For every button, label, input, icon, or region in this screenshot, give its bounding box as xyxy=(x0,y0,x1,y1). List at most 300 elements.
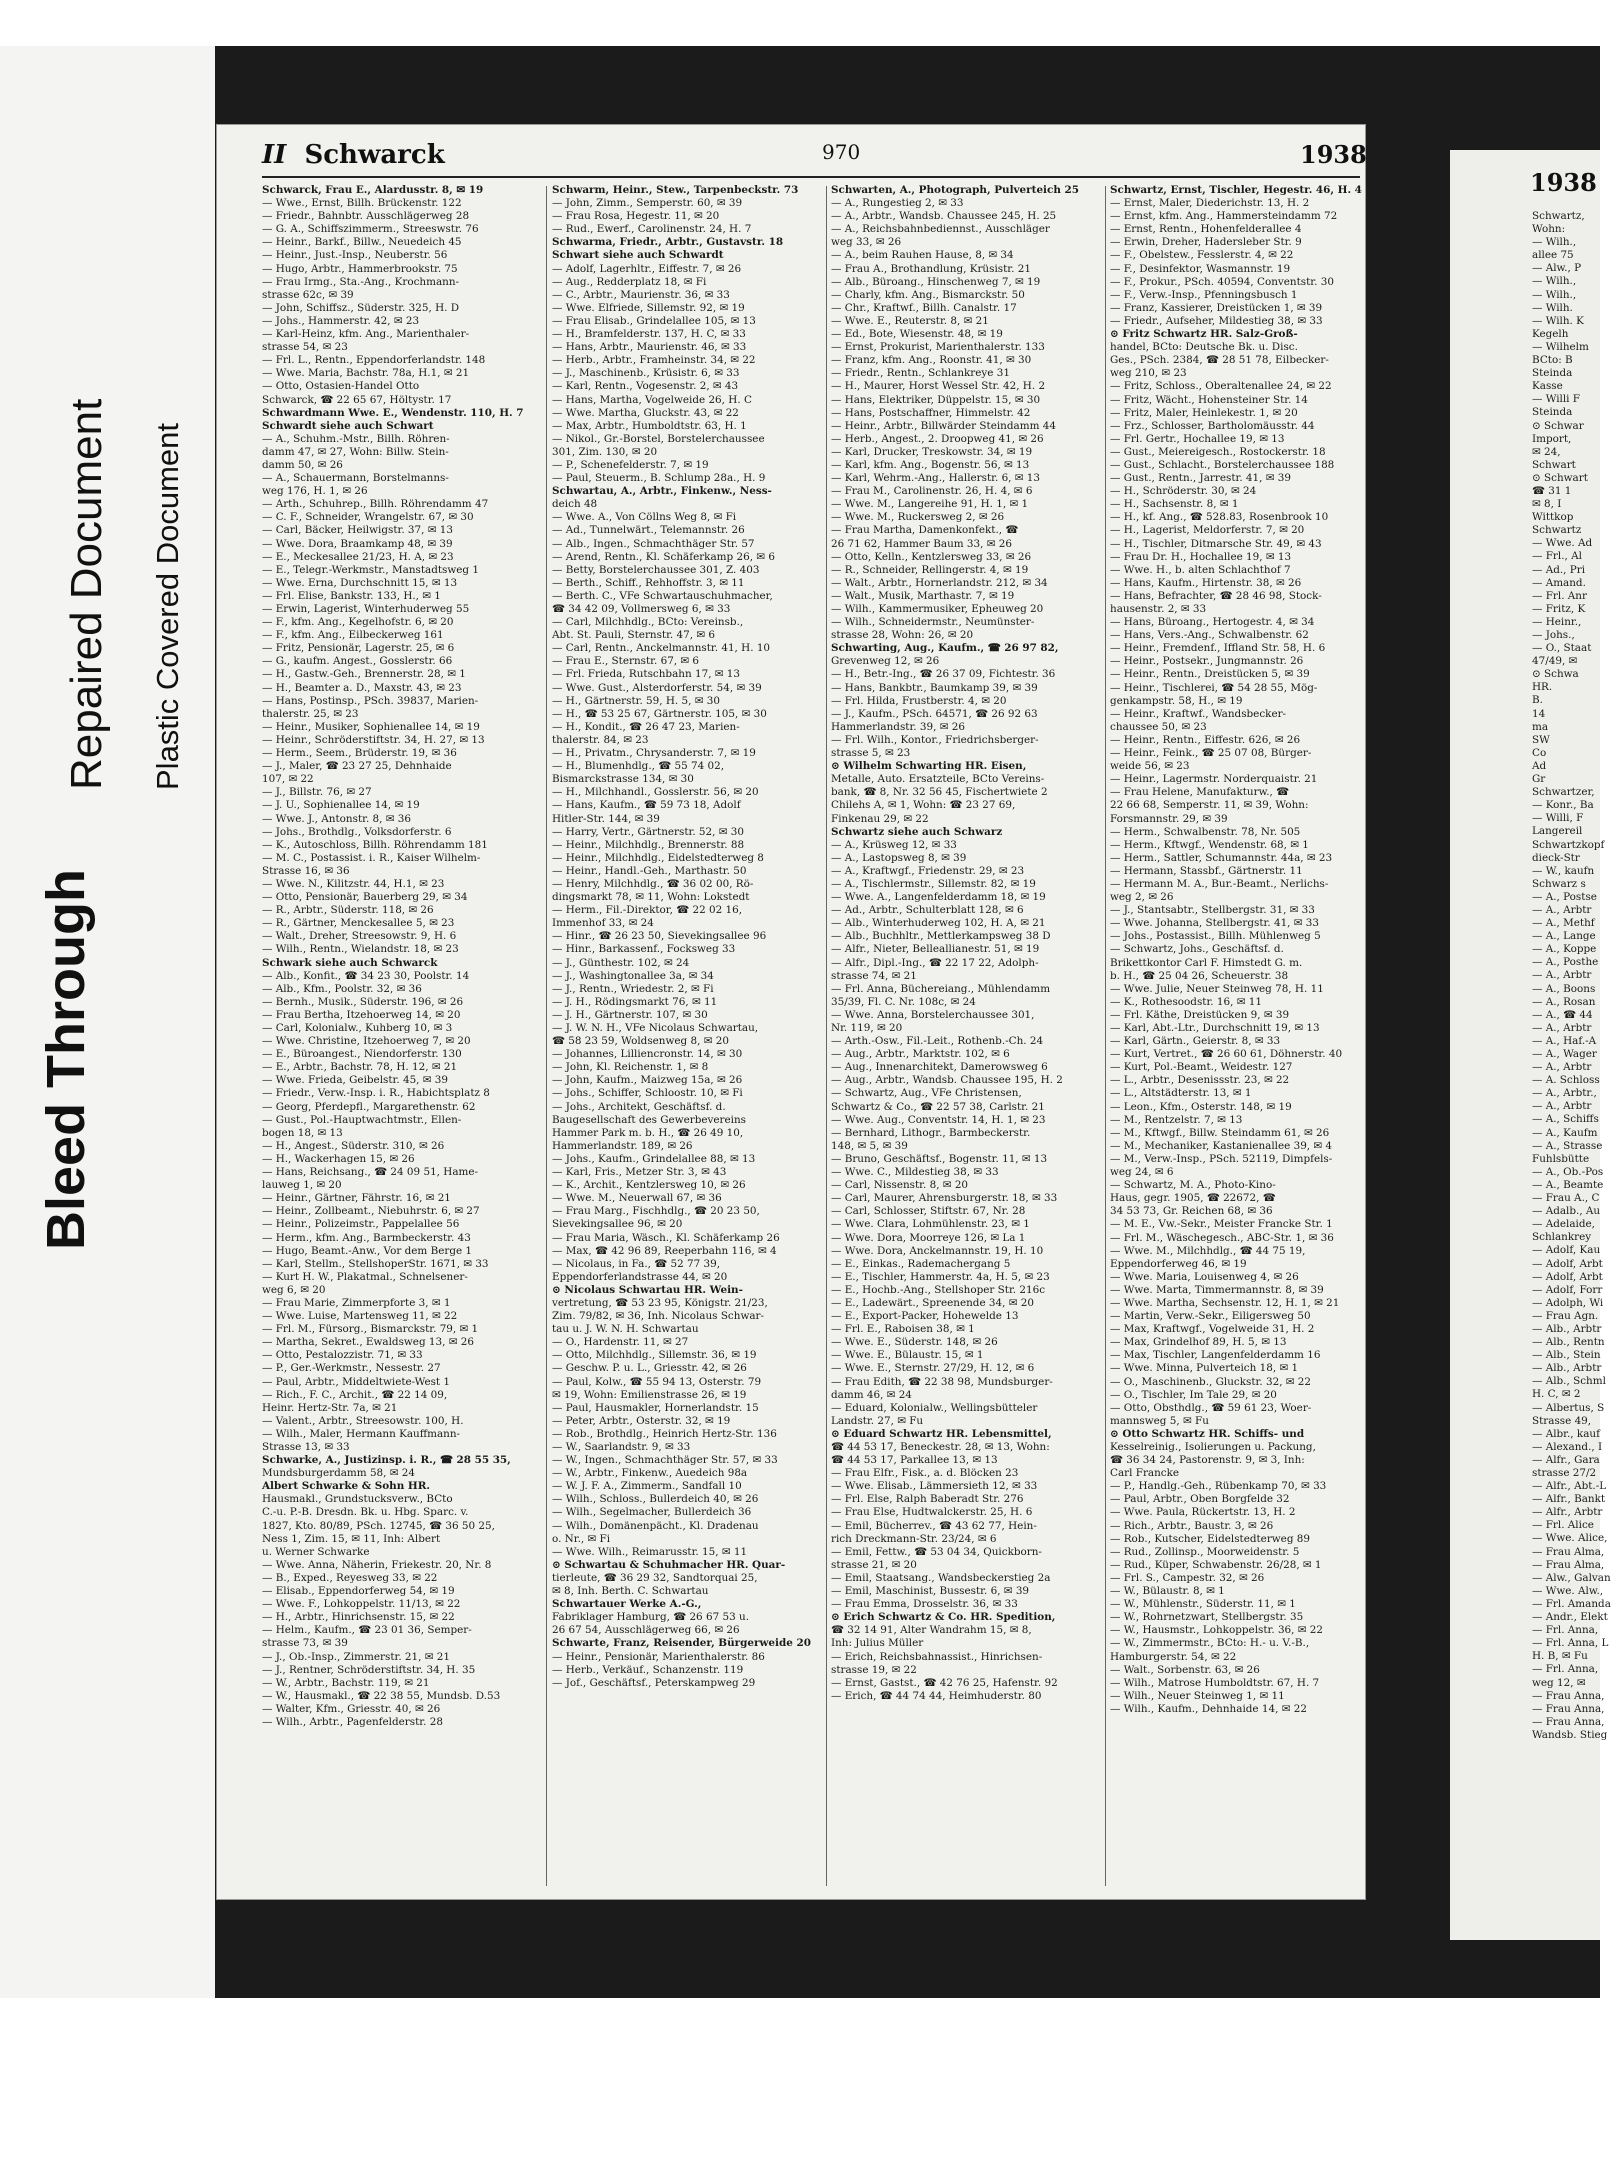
scan-top-margin xyxy=(0,0,1600,46)
directory-entry-line: — Wwe. Luise, Martensweg 11, ✉ 22 xyxy=(262,1310,458,1323)
directory-entry-line: Eppendorferlandstrasse 44, ✉ 20 xyxy=(552,1270,728,1283)
directory-entry-line: — Karl, Rentn., Vogesenstr. 2, ✉ 43 xyxy=(552,380,739,393)
directory-entry-line: — Kurt H. W., Plakatmal., Schnelsener- xyxy=(262,1270,468,1283)
directory-entry-line: — H., Angest., Süderstr. 310, ✉ 26 xyxy=(262,1139,445,1152)
directory-entry-line: — Walt., Musik, Marthastr. 7, ✉ 19 xyxy=(831,589,1015,602)
directory-entry-line: — Rob., Kutscher, Eidelstedterweg 89 xyxy=(1110,1532,1311,1545)
next-page-line: — Adelaide, xyxy=(1532,1218,1595,1231)
directory-entry-line: — R., Schneider, Rellingerstr. 4, ✉ 19 xyxy=(831,563,1029,576)
directory-entry-line: — Emil, Fettw., ☎ 53 04 34, Quickborn- xyxy=(831,1545,1042,1558)
directory-entry-line: — A., Krüsweg 12, ✉ 33 xyxy=(831,838,957,851)
directory-entry-line: — H., Sachsenstr. 8, ✉ 1 xyxy=(1110,498,1239,511)
directory-entry-line: — Arth., Schuhrep., Billh. Röhrendamm 47 xyxy=(262,498,489,511)
directory-entry-line: — Heinr., Tischlerei, ☎ 54 28 55, Mög- xyxy=(1110,681,1318,694)
directory-entry-line: — J., Stantsabtr., Stellbergstr. 31, ✉ 33 xyxy=(1110,904,1315,917)
directory-entry-line: — Ad., Arbtr., Schulterblatt 128, ✉ 6 xyxy=(831,904,1024,917)
directory-entry-line: o. Nr., ✉ Fi xyxy=(552,1532,611,1545)
directory-entry-line: — Wwe. Dora, Moorreye 126, ✉ La 1 xyxy=(831,1231,1026,1244)
next-page-line: — Alb., Stein xyxy=(1532,1349,1601,1362)
directory-entry-line: — H., Gärtnerstr. 59, H. 5, ✉ 30 xyxy=(552,694,720,707)
directory-entry-line: — Wwe. Anna, Näherin, Friekestr. 20, Nr. 8 xyxy=(262,1558,492,1571)
directory-entry-line: — Alb., Buchhltr., Mettlerkampsweg 38 D xyxy=(831,930,1051,943)
directory-entry-line: — A., Schuhm.-Mstr., Billh. Röhren- xyxy=(262,432,450,445)
directory-entry-line: — Wwe. Anna, Borstelerchaussee 301, xyxy=(831,1008,1035,1021)
directory-entry-line: — John, Zimm., Semperstr. 60, ✉ 39 xyxy=(552,197,743,210)
directory-entry-line: — E., Arbtr., Bachstr. 78, H. 12, ✉ 21 xyxy=(262,1061,458,1074)
directory-entry-line: — Emil, Maschinist, Bussestr. 6, ✉ 39 xyxy=(831,1585,1030,1598)
directory-entry-line: — Max, Kraftwgf., Vogelweide 31, H. 2 xyxy=(1110,1323,1315,1336)
directory-entry-line: strasse 19, ✉ 22 xyxy=(831,1663,917,1676)
directory-entry-line: — Herm., kfm. Ang., Barmbeckerstr. 43 xyxy=(262,1231,471,1244)
directory-entry-line: — W., Saarlandstr. 9, ✉ 33 xyxy=(552,1441,691,1453)
directory-entry-line: — Franz, kfm. Ang., Roonstr. 41, ✉ 30 xyxy=(831,354,1032,367)
next-page-line: — A., Lange xyxy=(1532,930,1596,943)
directory-entry-line: bogen 18, ✉ 13 xyxy=(262,1126,343,1139)
directory-entry-line: — Heinr., Feink., ☎ 25 07 08, Bürger- xyxy=(1110,747,1312,760)
next-page-line: — A., Ob.-Pos xyxy=(1532,1165,1604,1178)
next-page-line: — Adolf, Forr xyxy=(1532,1283,1603,1296)
next-page-line: ⊙ Schwar xyxy=(1532,419,1584,432)
directory-entry-line: weg 210, ✉ 23 xyxy=(1110,367,1187,380)
directory-entry-line: — W., Arbtr., Bachstr. 119, ✉ 21 xyxy=(262,1676,430,1689)
column-divider xyxy=(546,186,547,1886)
directory-entry-line: — K., Archit., Kentzlersweg 10, ✉ 26 xyxy=(552,1179,746,1192)
directory-entry-line: — John, Kaufm., Maizweg 15a, ✉ 26 xyxy=(552,1074,743,1087)
next-page-line: — Wwe. Ad xyxy=(1532,537,1593,550)
directory-entry-line: — M., Kftwgf., Billw. Steindamm 61, ✉ 26 xyxy=(1110,1126,1330,1139)
directory-entry-line: — E., Ladewärt., Spreenende 34, ✉ 20 xyxy=(831,1296,1034,1309)
directory-entry-line: — G. A., Schiffszimmerm., Streeswstr. 76 xyxy=(262,223,479,236)
directory-entry-line: — Gust., Rentn., Jarrestr. 41, ✉ 39 xyxy=(1110,472,1291,485)
next-page-line: — Fritz, K xyxy=(1532,602,1586,615)
directory-entry-line: Inh: Julius Müller xyxy=(831,1637,924,1650)
directory-entry-line: — Paul, Hausmakler, Hornerlandstr. 15 xyxy=(552,1401,759,1414)
directory-entry-line: — Hans, Martha, Vogelweide 26, H. C xyxy=(552,393,752,406)
directory-entry-line: — Heinr., Postsekr., Jungmannstr. 26 xyxy=(1110,655,1304,668)
directory-entry-line: — O., Maschinenb., Gluckstr. 32, ✉ 22 xyxy=(1110,1375,1312,1388)
directory-entry-line: — H., Beamter a. D., Maxstr. 43, ✉ 23 xyxy=(262,681,462,694)
directory-entry-line: — C., Arbtr., Maurienstr. 36, ✉ 33 xyxy=(552,288,730,301)
directory-entry-line: — Hans, Befrachter, ☎ 28 46 98, Stock- xyxy=(1110,589,1322,602)
directory-entry-line: — M. E., Vw.-Sekr., Meister Francke Str. 1 xyxy=(1110,1218,1333,1231)
directory-entry-line: — A., Reichsbahnbediennst., Ausschläger xyxy=(831,223,1050,236)
directory-entry-line: — Paul, Steuerm., B. Schlump 28a., H. 9 xyxy=(552,472,766,485)
directory-entry-line: — F., Verw.-Insp., Pfenningsbusch 1 xyxy=(1110,288,1298,301)
plastic-covered-stamp: Plastic Covered Document xyxy=(150,423,185,790)
directory-entry-line: Immenhof 33, ✉ 24 xyxy=(552,917,654,930)
next-page-line: Wittkop xyxy=(1532,511,1574,524)
directory-entry-line: — Erwin, Lagerist, Winterhuderweg 55 xyxy=(262,603,470,615)
directory-entry-line: Abt. St. Pauli, Sternstr. 47, ✉ 6 xyxy=(552,629,715,642)
directory-entry-line: weg 2, ✉ 26 xyxy=(1110,891,1174,904)
next-page-line: — Alfr., Abt.-L xyxy=(1532,1480,1607,1493)
directory-entry-line: — Frl. E., Raboisen 38, ✉ 1 xyxy=(831,1323,975,1336)
directory-entry-line: mannsweg 5, ✉ Fu xyxy=(1110,1414,1209,1427)
directory-entry-line: — K., Rothesoodstr. 16, ✉ 11 xyxy=(1110,995,1262,1008)
next-page-line: — Alb., Schml xyxy=(1532,1375,1606,1388)
directory-entry-line: 1827, Kto. 80/89, PSch. 12745, ☎ 36 50 25, xyxy=(262,1519,495,1532)
directory-entry-line: — Rud., Küper, Schwabenstr. 26/28, ✉ 1 xyxy=(1110,1558,1322,1571)
directory-entry-line: — Johs., Schiffer, Schloostr. 10, ✉ Fi xyxy=(552,1087,743,1100)
directory-entry-line: — J., Billstr. 76, ✉ 27 xyxy=(262,786,372,799)
directory-entry-line: — Frau Dr. H., Hochallee 19, ✉ 13 xyxy=(1110,550,1292,563)
directory-entry-line: — Wwe. Paula, Rückertstr. 13, H. 2 xyxy=(1110,1506,1296,1519)
directory-entry-line: — Wwe. Maria, Bachstr. 78a, H.1, ✉ 21 xyxy=(262,367,470,380)
section-numeral: II xyxy=(262,140,287,170)
directory-entry-line: — Johannes, Lilliencronstr. 14, ✉ 30 xyxy=(552,1048,743,1061)
directory-entry-line: — Emil, Staatsang., Wandsbeckerstieg 2a xyxy=(831,1571,1051,1584)
entries-column-1 xyxy=(262,184,540,1884)
directory-entry-line: — Hans, Arbtr., Maurienstr. 46, ✉ 33 xyxy=(552,341,747,354)
directory-entry-line: Hammerlandstr. 39, ✉ 26 xyxy=(831,720,965,733)
next-page-line: — Andr., Elekt xyxy=(1532,1611,1608,1624)
directory-entry-line: Schwartau, A., Arbtr., Finkenw., Ness- xyxy=(552,485,772,498)
directory-entry-line: 34 53 73, Gr. Reichen 68, ✉ 36 xyxy=(1110,1205,1273,1218)
directory-entry-line: — Heinr., Milchhdlg., Brennerstr. 88 xyxy=(552,838,745,851)
directory-entry-line: strasse 73, ✉ 39 xyxy=(262,1637,348,1650)
directory-entry-line: — Frau Elfr., Fisk., a. d. Blöcken 23 xyxy=(831,1467,1019,1480)
directory-entry-line: Haus, gegr. 1905, ☎ 22672, ☎ xyxy=(1110,1192,1276,1205)
next-page-line: B. xyxy=(1532,694,1543,707)
next-page-line: Schwart xyxy=(1532,458,1576,471)
directory-entry-line: — Bruno, Geschäftsf., Bogenstr. 11, ✉ 13 xyxy=(831,1152,1048,1165)
directory-entry-line: — H., Milchhandl., Gosslerstr. 56, ✉ 20 xyxy=(552,786,759,799)
directory-entry-line: — Wwe. M., Langereihe 91, H. 1, ✉ 1 xyxy=(831,498,1029,511)
year-label: 1938 xyxy=(1300,140,1367,169)
directory-entry-line: ☎ 34 42 09, Vollmersweg 6, ✉ 33 xyxy=(552,603,731,615)
directory-entry-line: Schwarting, Aug., Kaufm., ☎ 26 97 82, xyxy=(831,642,1059,655)
directory-entry-line: — Frau Edith, ☎ 22 38 98, Mundsburger- xyxy=(831,1375,1053,1388)
directory-entry-line: — W., Hausmakl., ☎ 22 38 55, Mundsb. D.53 xyxy=(262,1689,501,1702)
directory-entry-line: — H., Arbtr., Hinrichsenstr. 15, ✉ 22 xyxy=(262,1611,455,1624)
next-page-line: — Frl. Anna, xyxy=(1532,1624,1599,1637)
directory-entry-line: — R., Arbtr., Süderstr. 118, ✉ 26 xyxy=(262,904,434,917)
directory-entry-line: — Walt., Dreher, Streesowstr. 9, H. 6 xyxy=(262,930,457,943)
entries-column-3 xyxy=(831,184,1103,1884)
bleed-through-stamp: Bleed Through xyxy=(36,869,96,1250)
directory-entry-line: Schwardmann Wwe. E., Wendenstr. 110, H. 7 xyxy=(262,406,524,419)
directory-entry-line: ☎ 32 14 91, Alter Wandrahm 15, ✉ 8, xyxy=(831,1624,1032,1637)
directory-entry-line: Fabriklager Hamburg, ☎ 26 67 53 u. xyxy=(552,1611,750,1624)
directory-entry-line: — Heinr., Kraftwf., Wandsbecker- xyxy=(1110,707,1287,720)
next-page-line: — A., Rosan xyxy=(1532,995,1596,1008)
next-page-line: — Konr., Ba xyxy=(1532,799,1594,812)
directory-entry-line: — Rud., Ewerf., Carolinenstr. 24, H. 7 xyxy=(552,223,752,236)
next-page-line: Kegelh xyxy=(1532,327,1569,340)
directory-entry-line: — Johs., Brothdlg., Volksdorferstr. 6 xyxy=(262,825,452,838)
directory-entry-line: — Wilh., Kaufm., Dehnhaide 14, ✉ 22 xyxy=(1110,1702,1307,1715)
directory-entry-line: Mundsburgerdamm 58, ✉ 24 xyxy=(262,1467,415,1480)
directory-entry-line: — Fritz, Wächt., Hohensteiner Str. 14 xyxy=(1110,393,1308,406)
directory-entry-line: — Wwe. Erna, Durchschnitt 15, ✉ 13 xyxy=(262,576,458,589)
directory-entry-line: — Ernst, Maler, Diederichstr. 13, H. 2 xyxy=(1110,197,1310,210)
directory-entry-line: — Fritz, Schloss., Oberaltenallee 24, ✉ 22 xyxy=(1110,380,1332,393)
directory-entry-line: ✉ 19, Wohn: Emilienstrasse 26, ✉ 19 xyxy=(552,1388,747,1401)
directory-entry-line: weg 24, ✉ 6 xyxy=(1110,1166,1174,1179)
next-page-line: — A., Koppe xyxy=(1532,943,1597,956)
directory-entry-line: — Wilh., Segelmacher, Bullerdeich 36 xyxy=(552,1506,752,1519)
next-page-line: Schwartzkopf xyxy=(1532,838,1605,851)
directory-entry-line: — W., Mühlenstr., Süderstr. 11, ✉ 1 xyxy=(1110,1598,1296,1611)
directory-entry-line: — Karl, Drucker, Treskowstr. 34, ✉ 19 xyxy=(831,445,1033,458)
directory-entry-line: — A., Lastopsweg 8, ✉ 39 xyxy=(831,851,967,864)
directory-entry-line: — Frl. Else, Ralph Baberadt Str. 276 xyxy=(831,1493,1024,1506)
directory-entry-line: — H., Schröderstr. 30, ✉ 24 xyxy=(1110,485,1257,498)
directory-entry-line: strasse 74, ✉ 21 xyxy=(831,969,917,982)
directory-entry-line: — Otto, Obsthdlg., ☎ 59 61 23, Woer- xyxy=(1110,1401,1312,1414)
directory-entry-line: — Heinr., Milchhdlg., Eidelstedterweg 8 xyxy=(552,851,764,864)
directory-entry-line: — Wwe. F., Lohkoppelstr. 11/13, ✉ 22 xyxy=(262,1598,461,1611)
directory-entry-line: — O., Tischler, Im Tale 29, ✉ 20 xyxy=(1110,1388,1277,1401)
directory-entry-line: — Jof., Geschäftsf., Peterskampweg 29 xyxy=(552,1676,756,1689)
next-page-line: Fuhlsbütte xyxy=(1532,1152,1590,1165)
directory-entry-line: — Herb., Verkäuf., Schanzenstr. 119 xyxy=(552,1663,744,1676)
directory-entry-line: — Martha, Sekret., Ewaldsweg 13, ✉ 26 xyxy=(262,1336,474,1349)
directory-entry-line: Finkenau 29, ✉ 22 xyxy=(831,812,929,825)
directory-entry-line: — E., Hochb.-Ang., Stellshoper Str. 216c xyxy=(831,1283,1046,1296)
directory-entry-line: — Frau Bertha, Itzehoerweg 14, ✉ 20 xyxy=(262,1008,461,1021)
directory-entry-line: — Frau Emma, Drosselstr. 36, ✉ 33 xyxy=(831,1598,1018,1611)
directory-entry-line: — H., Gastw.-Geh., Brennerstr. 28, ✉ 1 xyxy=(262,668,466,681)
directory-entry-line: — Heinr., Barkf., Billw., Neuedeich 45 xyxy=(262,236,462,249)
directory-entry-line: — Nikol., Gr.-Borstel, Borstelerchaussee xyxy=(552,432,765,445)
directory-entry-line: — Frau Marie, Zimmerpforte 3, ✉ 1 xyxy=(262,1296,451,1309)
directory-entry-line: — Herm., Kftwgf., Wendenstr. 68, ✉ 1 xyxy=(1110,838,1309,851)
directory-entry-line: — Harry, Vertr., Gärtnerstr. 52, ✉ 30 xyxy=(552,825,744,838)
directory-entry-line: — Gust., Meiereigesch., Rostockerstr. 18 xyxy=(1110,445,1326,458)
next-page-line: Import, xyxy=(1532,432,1572,445)
directory-entry-line: — Frau Maria, Wäsch., Kl. Schäferkamp 26 xyxy=(552,1231,780,1244)
directory-entry-line: 35/39, Fl. C. Nr. 108c, ✉ 24 xyxy=(831,995,976,1008)
next-page-line: — Wilh., xyxy=(1532,288,1577,301)
directory-entry-line: — Hinr., Barkassenf., Focksweg 33 xyxy=(552,943,736,956)
directory-entry-line: damm 47, ✉ 27, Wohn: Billw. Stein- xyxy=(262,445,449,458)
directory-entry-line: — Wwe. E., Sternstr. 27/29, H. 12, ✉ 6 xyxy=(831,1362,1035,1375)
directory-entry-line: — Heinr., Zollbeamt., Niebuhrstr. 6, ✉ 27 xyxy=(262,1205,480,1218)
directory-entry-line: — Wwe. J., Antonstr. 8, ✉ 36 xyxy=(262,812,411,825)
next-page-line: — A., Arbtr xyxy=(1532,1021,1592,1034)
directory-entry-line: — Eduard, Kolonialw., Wellingsbütteler xyxy=(831,1401,1038,1414)
directory-entry-line: — Ed., Bote, Wiesenstr. 48, ✉ 19 xyxy=(831,328,1003,341)
directory-entry-line: — Max, ☎ 42 96 89, Reeperbahn 116, ✉ 4 xyxy=(552,1244,777,1257)
directory-entry-line: — M., Mechaniker, Kastanienallee 39, ✉ 4 xyxy=(1110,1139,1333,1152)
next-page-line: — A., Wager xyxy=(1532,1048,1597,1060)
directory-entry-line: — Carl, Milchhdlg., BCto: Vereinsb., xyxy=(552,616,744,629)
directory-entry-line: — B., Exped., Reyesweg 33, ✉ 22 xyxy=(262,1571,438,1584)
directory-entry-line: — Johs., Architekt, Geschäftsf. d. xyxy=(552,1100,726,1113)
next-page-line: — Willi, F xyxy=(1532,812,1584,825)
next-page-line: — A., Postse xyxy=(1532,890,1597,903)
directory-entry-line: — J., Maler, ☎ 23 27 25, Dehnhaide xyxy=(262,760,452,773)
directory-entry-line: — Friedr., Aufseher, Mildestieg 38, ✉ 33 xyxy=(1110,314,1323,327)
directory-entry-line: — Johs., Postassist., Billh. Mühlenweg 5 xyxy=(1110,930,1321,943)
directory-entry-line: — Heinr., Just.-Insp., Neuberstr. 56 xyxy=(262,249,448,262)
directory-entry-line: — O., Hardenstr. 11, ✉ 27 xyxy=(552,1336,689,1349)
next-page-line: Wandsb. Stieg xyxy=(1532,1728,1608,1741)
directory-entry-line: — F., kfm. Ang., Kegelhofstr. 6, ✉ 20 xyxy=(262,616,454,629)
directory-entry-line: tau u. J. W. N. H. Schwartau xyxy=(552,1323,699,1336)
directory-entry-line: — Chr., Kraftwf., Billh. Canalstr. 17 xyxy=(831,301,1017,314)
directory-entry-line: deich 48 xyxy=(552,498,598,511)
directory-entry-line: — E., Einkas., Rademachergang 5 xyxy=(831,1257,1011,1270)
directory-entry-line: — Wwe. Gust., Alsterdorferstr. 54, ✉ 39 xyxy=(552,681,762,694)
directory-entry-line: — Paul, Kolw., ☎ 55 94 13, Osterstr. 79 xyxy=(552,1375,762,1388)
directory-entry-line: Schwark siehe auch Schwarck xyxy=(262,956,438,969)
directory-entry-line: — J., Washingtonallee 3a, ✉ 34 xyxy=(552,969,714,982)
next-page-line: — A. Schloss xyxy=(1532,1074,1600,1087)
directory-entry-line: — Frau Marg., Fischhdlg., ☎ 20 23 50, xyxy=(552,1205,760,1218)
next-page-line: — A., Posthe xyxy=(1532,956,1599,969)
directory-entry-line: — H., Bramfelderstr. 137, H. C, ✉ 33 xyxy=(552,328,746,341)
directory-entry-line: — Heinr., Arbtr., Billwärder Steindamm 44 xyxy=(831,419,1056,432)
directory-entry-line: strasse 5, ✉ 23 xyxy=(831,747,911,760)
directory-entry-line: C.-u. P.-B. Dresdn. Bk. u. Hbg. Sparc. v. xyxy=(262,1506,469,1519)
next-page-line: — Wilh. K xyxy=(1532,314,1584,327)
directory-entry-line: Brikettkontor Carl F. Himstedt G. m. xyxy=(1110,956,1303,969)
directory-entry-line: weide 56, ✉ 23 xyxy=(1110,760,1190,773)
directory-entry-line: — Max, Tischler, Langenfelderdamm 16 xyxy=(1110,1349,1321,1362)
next-page-line: — A., Haf.-A xyxy=(1532,1034,1597,1047)
directory-entry-line: — A., Arbtr., Wandsb. Chaussee 245, H. 25 xyxy=(831,210,1057,223)
next-page-line: — Frau A., C xyxy=(1532,1192,1600,1205)
directory-entry-line: strasse 54, ✉ 23 xyxy=(262,341,348,354)
directory-entry-line: — Wwe. Dora, Anckelmannstr. 19, H. 10 xyxy=(831,1244,1044,1257)
next-page-line: — Alw., Galvan xyxy=(1532,1571,1611,1584)
directory-entry-line: — Wwe. Julie, Neuer Steinweg 78, H. 11 xyxy=(1110,982,1324,995)
directory-entry-line: damm 46, ✉ 24 xyxy=(831,1388,912,1401)
next-page-line: — Amand. xyxy=(1532,576,1586,589)
directory-entry-line: — Wilh., Domänenpächt., Kl. Dradenau xyxy=(552,1519,759,1532)
directory-entry-line: u. Werner Schwarke xyxy=(262,1545,370,1558)
next-page-line: — Alfr., Gara xyxy=(1532,1453,1600,1466)
directory-entry-line: — Ernst, Rentn., Hohenfelderallee 4 xyxy=(1110,223,1302,236)
directory-entry-line: weg 176, H. 1, ✉ 26 xyxy=(262,485,368,498)
next-page-line: weg 12, ✉ xyxy=(1532,1676,1586,1689)
directory-entry-line: — Paul, Arbtr., Middeltwiete-West 1 xyxy=(262,1375,451,1388)
next-page-line: 47/49, ✉ xyxy=(1532,655,1578,668)
directory-entry-line: — F., Obelstew., Fesslerstr. 4, ✉ 22 xyxy=(1110,249,1294,262)
directory-entry-line: handel, BCto: Deutsche Bk. u. Disc. xyxy=(1110,341,1298,354)
directory-entry-line: — Wwe. Wilh., Reimarusstr. 15, ✉ 11 xyxy=(552,1545,748,1558)
directory-entry-line: — F., Desinfektor, Wasmannstr. 19 xyxy=(1110,262,1291,275)
next-page-line: — Wilh., xyxy=(1532,236,1577,249)
directory-entry-line: strasse 28, Wohn: 26, ✉ 20 xyxy=(831,629,974,642)
directory-entry-line: — Schwartz, Aug., VFe Christensen, xyxy=(831,1087,1022,1100)
directory-entry-line: — Fritz, Pensionär, Lagerstr. 25, ✉ 6 xyxy=(262,642,455,655)
directory-entry-line: — L., Arbtr., Desenissstr. 23, ✉ 22 xyxy=(1110,1074,1290,1087)
directory-entry-line: — Frl. Frieda, Rutschbahn 17, ✉ 13 xyxy=(552,668,741,681)
next-page-line: — Wilh., xyxy=(1532,275,1577,288)
directory-entry-line: ⊙ Fritz Schwartz HR. Salz-Groß- xyxy=(1110,328,1298,341)
directory-entry-line: — Alb., Konfit., ☎ 34 23 30, Poolstr. 14 xyxy=(262,969,470,982)
directory-entry-line: — Frl. L., Rentn., Eppendorferlandstr. 148 xyxy=(262,354,486,367)
next-page-line: — Wilh. xyxy=(1532,301,1573,314)
directory-entry-line: — Wilh., Maler, Hermann Kauffmann- xyxy=(262,1427,461,1440)
directory-entry-line: — Frau Rosa, Hegestr. 11, ✉ 20 xyxy=(552,210,720,223)
directory-entry-line: — Herb., Arbtr., Framheinstr. 34, ✉ 22 xyxy=(552,354,756,367)
next-page-year: 1938 xyxy=(1530,168,1597,197)
directory-entry-line: — Max, Arbtr., Humboldtstr. 63, H. 1 xyxy=(552,419,747,432)
directory-entry-line: — W., Hausmstr., Lohkoppelstr. 36, ✉ 22 xyxy=(1110,1624,1324,1637)
directory-entry-line: — H., Betr.-Ing., ☎ 26 37 09, Fichtestr. 36 xyxy=(831,668,1056,681)
directory-entry-line: — H., Maurer, Horst Wessel Str. 42, H. 2 xyxy=(831,380,1046,393)
directory-entry-line: — Nicolaus, in Fa., ☎ 52 77 39, xyxy=(552,1257,721,1270)
directory-entry-line: — J., Kaufm., PSch. 64571, ☎ 26 92 63 xyxy=(831,707,1038,720)
directory-entry-line: — Martin, Verw.-Sekr., Eiligersweg 50 xyxy=(1110,1310,1311,1323)
column-divider xyxy=(1105,186,1106,1886)
directory-entry-line: — Carl, Schlosser, Stiftstr. 67, Nr. 28 xyxy=(831,1205,1026,1218)
directory-entry-line: — Geschw. P. u. L., Griesstr. 42, ✉ 26 xyxy=(552,1362,747,1375)
directory-entry-line: — John, Kl. Reichenstr. 1, ✉ 8 xyxy=(552,1061,709,1074)
next-page-line: Schwarz s xyxy=(1532,877,1586,890)
directory-entry-line: rich Dreckmann-Str. 23/24, ✉ 6 xyxy=(831,1532,997,1545)
directory-entry-line: — Carl, Kolonialw., Kuhberg 10, ✉ 3 xyxy=(262,1022,453,1034)
directory-entry-line: Schwartz siehe auch Schwarz xyxy=(831,825,1003,838)
directory-entry-line: Schwart siehe auch Schwardt xyxy=(552,249,724,262)
next-page-line: 14 xyxy=(1532,707,1546,720)
directory-entry-line: — Hugo, Beamt.-Anw., Vor dem Berge 1 xyxy=(262,1244,473,1257)
next-page-line: SW xyxy=(1532,733,1550,746)
directory-entry-line: — Valent., Arbtr., Streesowstr. 100, H. xyxy=(262,1414,464,1427)
directory-entry-line: — Hermann, Stassbf., Gärtnerstr. 11 xyxy=(1110,864,1303,877)
directory-entry-line: — Frau Else, Hudtwalckerstr. 25, H. 6 xyxy=(831,1506,1033,1519)
directory-entry-line: — Wwe. E., Reuterstr. 8, ✉ 21 xyxy=(831,314,989,327)
next-page-line: — Adolf, Kau xyxy=(1532,1244,1601,1257)
scan-bottom-margin xyxy=(0,1998,1600,2177)
directory-entry-line: — Berth., Schiff., Rehhoffstr. 3, ✉ 11 xyxy=(552,576,745,589)
directory-entry-line: — Leon., Kfm., Osterstr. 148, ✉ 19 xyxy=(1110,1100,1292,1113)
next-page-line: Wohn: xyxy=(1532,223,1566,236)
directory-entry-line: — Hans, Reichsang., ☎ 24 09 51, Hame- xyxy=(262,1166,479,1179)
directory-entry-line: — Ernst, Gastst., ☎ 42 76 25, Hafenstr. 92 xyxy=(831,1676,1058,1689)
directory-entry-line: — Paul, Arbtr., Oben Borgfelde 32 xyxy=(1110,1493,1290,1506)
directory-entry-line: — Wwe. N., Kilitzstr. 44, H.1, ✉ 23 xyxy=(262,877,445,890)
directory-entry-line: — Hermann M. A., Bur.-Beamt., Nerlichs- xyxy=(1110,877,1329,890)
directory-entry-line: — W., Ingen., Schmachthäger Str. 57, ✉ 33 xyxy=(552,1454,778,1467)
directory-entry-line: — Heinr., Fremdenf., Iffland Str. 58, H. 6 xyxy=(1110,642,1326,655)
directory-entry-line: — Gust., Pol.-Hauptwachtmstr., Ellen- xyxy=(262,1113,462,1126)
next-page-line: Strasse 49, xyxy=(1532,1414,1592,1427)
directory-entry-line: — J., Rentner, Schröderstiftstr. 34, H. 35 xyxy=(262,1663,476,1676)
directory-entry-line: — J., Günthestr. 102, ✉ 24 xyxy=(552,956,690,969)
directory-entry-line: — A., Rungestieg 2, ✉ 33 xyxy=(831,197,964,210)
next-page-line: strasse 27/2 xyxy=(1532,1467,1597,1479)
next-page-line: — Alb., Arbtr xyxy=(1532,1362,1602,1375)
directory-entry-line: b. H., ☎ 25 04 26, Scheuerstr. 38 xyxy=(1110,969,1289,982)
directory-entry-line: 26 67 54, Ausschlägerweg 66, ✉ 26 xyxy=(552,1624,740,1637)
directory-entry-line: — John, Schiffsz., Süderstr. 325, H. D xyxy=(262,301,460,314)
next-page-line: — Albertus, S xyxy=(1532,1401,1605,1414)
directory-entry-line: — Henry, Milchhdlg., ☎ 36 02 00, Rö- xyxy=(552,877,754,890)
directory-entry-line: — Walt., Sorbenstr. 63, ✉ 26 xyxy=(1110,1663,1260,1676)
directory-entry-line: — H., Blumenhdlg., ☎ 55 74 02, xyxy=(552,760,725,773)
directory-entry-line: Schwarte, Franz, Reisender, Bürgerweide 20 xyxy=(552,1637,811,1650)
directory-entry-line: Schwarm, Heinr., Stew., Tarpenbeckstr. 73 xyxy=(552,184,799,196)
directory-entry-line: ⊙ Schwartau & Schuhmacher HR. Quar- xyxy=(552,1558,786,1571)
directory-entry-line: — Rich., Arbtr., Baustr. 3, ✉ 26 xyxy=(1110,1519,1274,1532)
directory-entry-line: — Wilh., Kammermusiker, Epheuweg 20 xyxy=(831,603,1044,615)
directory-entry-line: — Georg, Pferdepfl., Margarethenstr. 62 xyxy=(262,1100,476,1113)
directory-entry-line: ☎ 58 23 59, Woldsenweg 8, ✉ 20 xyxy=(552,1035,729,1048)
directory-entry-line: ✉ 8, Inh. Berth. C. Schwartau xyxy=(552,1585,709,1598)
directory-entry-line: — Frz., Schlosser, Bartholomäusstr. 44 xyxy=(1110,419,1315,432)
directory-entry-line: — W., Arbtr., Finkenw., Auedeich 98a xyxy=(552,1467,748,1480)
directory-entry-line: — Wwe. A., Von Cöllns Weg 8, ✉ Fi xyxy=(552,511,737,524)
directory-entry-line: — Herm., Schwalbenstr. 78, Nr. 505 xyxy=(1110,825,1301,838)
directory-entry-line: — Peter, Arbtr., Osterstr. 32, ✉ 19 xyxy=(552,1414,731,1427)
directory-entry-line: — Alfr., Dipl.-Ing., ☎ 22 17 22, Adolph- xyxy=(831,956,1039,969)
directory-entry-line: — Erwin, Dreher, Hadersleber Str. 9 xyxy=(1110,236,1302,249)
